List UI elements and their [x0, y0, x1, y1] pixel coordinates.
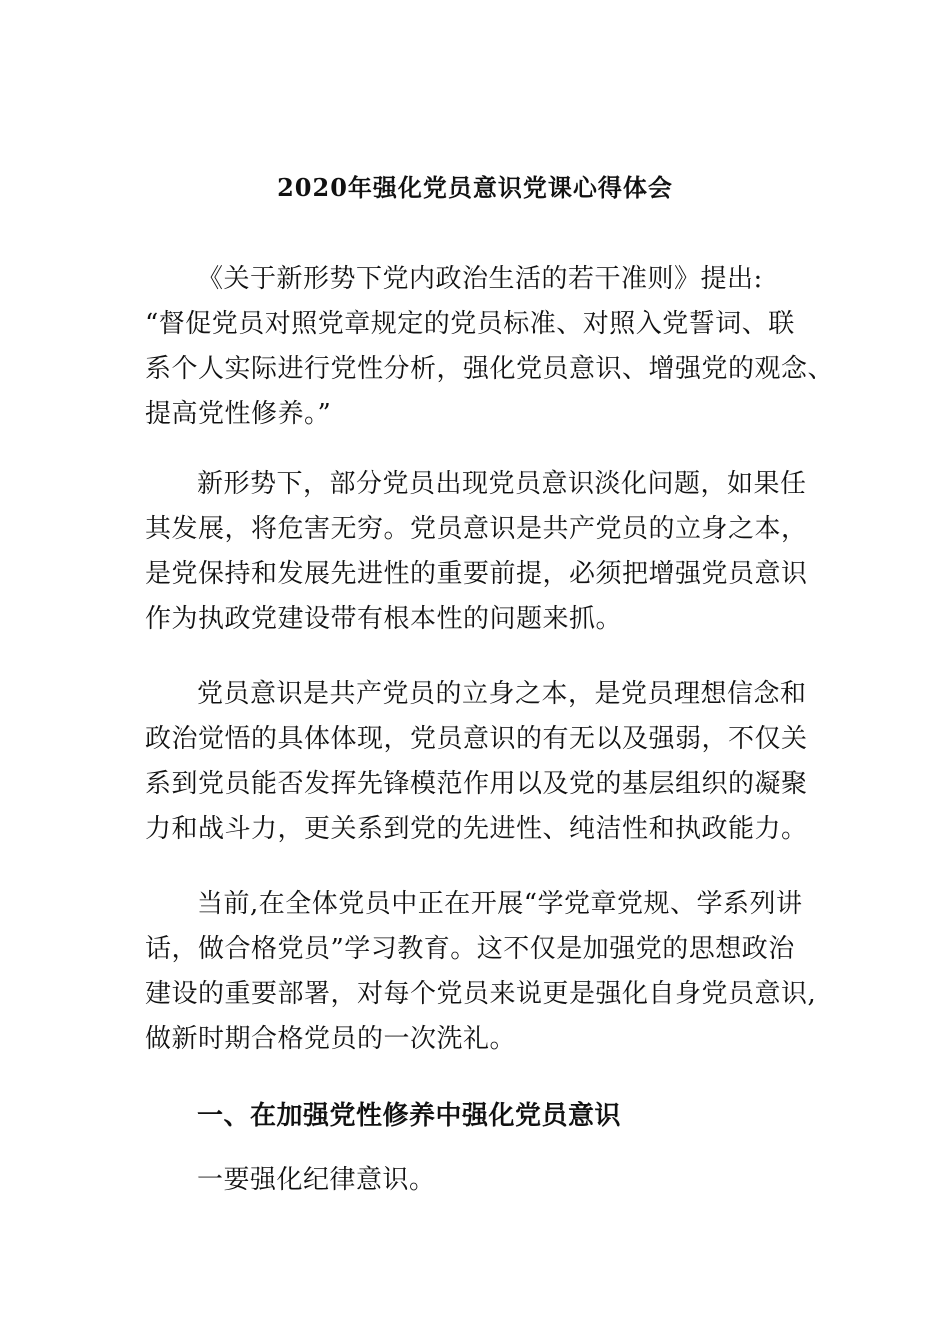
paragraph-4-line-2: 话，做合格党员”学习教育。这不仅是加强党的思想政治 — [145, 934, 795, 964]
section-heading: 一、在加强党性修养中强化党员意识 — [197, 1101, 622, 1131]
document-title: 2020年强化党员意识党课心得体会 — [277, 173, 673, 202]
paragraph-1-line-2: “督促党员对照党章规定的党员标准、对照入党誓词、联 — [145, 309, 795, 339]
paragraph-3-line-4: 力和战斗力，更关系到党的先进性、纯洁性和执政能力。 — [145, 814, 808, 844]
paragraph-3-line-3: 系到党员能否发挥先锋模范作用以及党的基层组织的凝聚 — [145, 769, 808, 799]
paragraph-2-line-1: 新形势下，部分党员出现党员意识淡化问题，如果任 — [197, 469, 807, 499]
paragraph-2-line-3: 是党保持和发展先进性的重要前提，必须把增强党员意识 — [145, 559, 808, 589]
paragraph-1-line-1: 《关于新形势下党内政治生活的若干准则》提出: — [197, 264, 763, 294]
paragraph-2-line-4: 作为执政党建设带有根本性的问题来抓。 — [145, 604, 623, 634]
paragraph-3 — [145, 672, 808, 852]
paragraph-2-line-2: 其发展，将危害无穷。党员意识是共产党员的立身之本， — [145, 514, 808, 544]
paragraph-4-line-4: 做新时期合格党员的一次洗礼。 — [145, 1024, 517, 1054]
paragraph-4 — [145, 882, 817, 1062]
paragraph-4-line-3: 建设的重要部署，对每个党员来说更是强化自身党员意识, — [145, 979, 817, 1009]
paragraph-1-line-3: 系个人实际进行党性分析，强化党员意识、增强党的观念、 — [145, 354, 835, 384]
paragraph-2 — [145, 462, 808, 642]
paragraph-1 — [145, 257, 835, 437]
sub-point: 一要强化纪律意识。 — [197, 1165, 436, 1195]
paragraph-3-line-1: 党员意识是共产党员的立身之本，是党员理想信念和 — [197, 679, 807, 709]
paragraph-4-line-1: 当前,在全体党员中正在开展“学党章党规、学系列讲 — [197, 889, 803, 919]
paragraph-3-line-2: 政治觉悟的具体体现，党员意识的有无以及强弱，不仅关 — [145, 724, 808, 754]
paragraph-1-line-4: 提高党性修养。” — [145, 399, 332, 429]
